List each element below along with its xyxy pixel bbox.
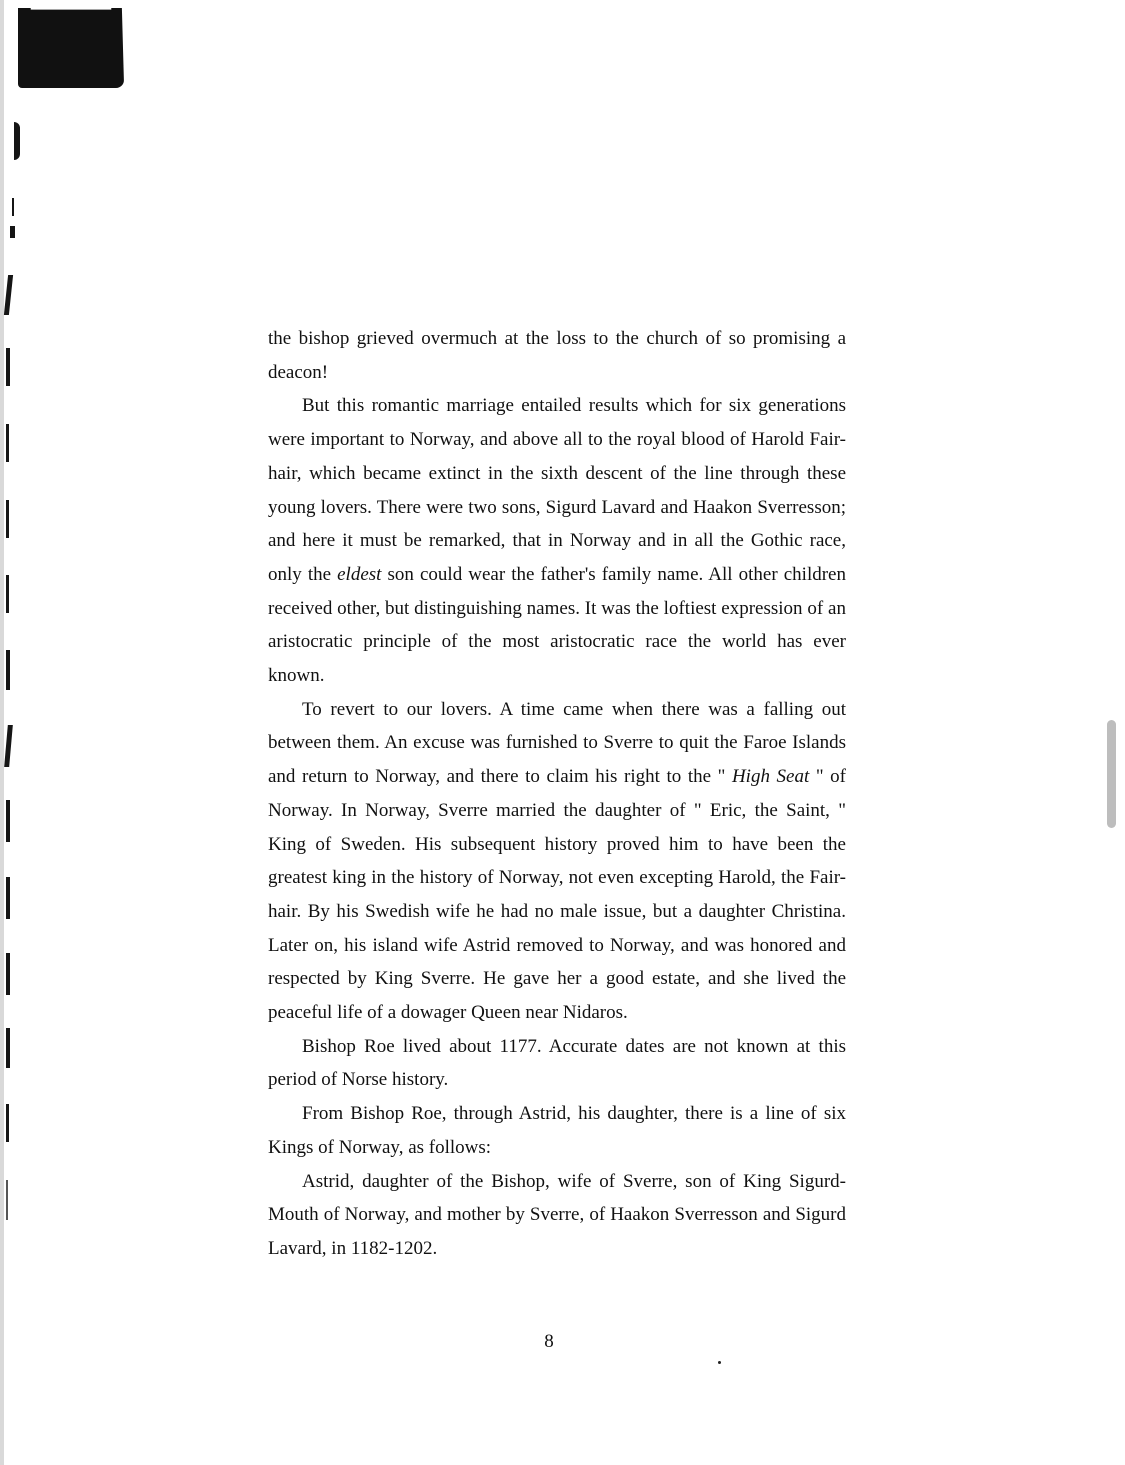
scan-mark: [6, 575, 9, 613]
scan-blot: [18, 8, 124, 88]
scan-speck: [718, 1361, 721, 1364]
paragraph-text: Astrid, daughter of the Bishop, wife of Sverre, son of King Sigurd-Mouth of Norway, and mother by Sverre, of Haakon Sverresson and Sigurd Lavard, in 1182-1202.: [268, 1170, 846, 1259]
scan-mark: [6, 953, 10, 995]
scan-mark: [10, 226, 15, 238]
scan-mark: [4, 275, 13, 315]
paragraph-text: Bishop Roe lived about 1177. Accurate dates are not known at this period of Norse history.: [268, 1035, 846, 1091]
paragraph-p3: [268, 693, 846, 1030]
scan-mark: [6, 877, 10, 919]
paragraph-text: " of Norway. In Norway, Sverre married the daughter of " Eric, the Saint, " King of Sweden. His subsequent history proved him to have been the greatest king in the history of Norway, not even excepting Harold, the Fair-hair. By his Swedish wife he had no male issue, but a daughter Christina. Later on, his island wife Astrid removed to Norway, and was honored and respected by King Sverre. He gave her a good estate, and she lived the peaceful life of a dowager Queen near Nidaros.: [268, 766, 846, 1024]
document-body: [268, 322, 846, 1266]
paragraph-p4: [268, 1030, 846, 1097]
paragraph-text: the bishop grieved overmuch at the loss to the church of so promising a deacon!: [268, 328, 846, 383]
page-edge: [0, 0, 4, 1465]
italic-text: High Seat: [731, 766, 810, 788]
scan-mark: [14, 122, 20, 160]
scan-mark: [6, 650, 10, 690]
paragraph-p1: [268, 322, 846, 389]
scan-mark: [6, 1028, 10, 1068]
scan-mark: [6, 800, 10, 842]
paragraph-text: To revert to our lovers. A time came when there was a falling out between them. An excuse was furnished to Sverre to quit the Faroe Islands and return to Norway, and there to claim his right to the ": [268, 698, 846, 788]
scan-mark: [12, 198, 14, 216]
paragraph-p5: [268, 1097, 846, 1164]
paragraph-p6: [268, 1165, 846, 1266]
scrollbar-thumb[interactable]: [1107, 720, 1116, 828]
page-number: 8: [544, 1331, 554, 1352]
scan-mark: [4, 725, 13, 767]
paragraph-text: But this romantic marriage entailed results which for six generations were important to Norway, and above all to the royal blood of Harold Fair-hair, which became extinct in the sixth descent of the line through these young lovers. There were two sons, Sigurd Lavard and Haakon Sverresson; and here it must be remarked, that in Norway and in all the Gothic race, only the: [268, 395, 846, 585]
scan-mark: [6, 424, 9, 462]
scan-mark: [6, 1104, 9, 1142]
paragraph-text: son could wear the father's family name. All other children received other, but distinguishing names. It was the loftiest expression of an aristocratic principle of the most aristocratic race the world has ever known.: [268, 563, 846, 687]
paragraph-text: From Bishop Roe, through Astrid, his daughter, there is a line of six Kings of Norway, as follows:: [268, 1103, 846, 1158]
scan-mark: [6, 348, 10, 386]
scan-mark: [6, 1180, 8, 1220]
italic-text: eldest: [337, 563, 382, 585]
scan-mark: [6, 500, 9, 538]
paragraph-p2: [268, 389, 846, 692]
